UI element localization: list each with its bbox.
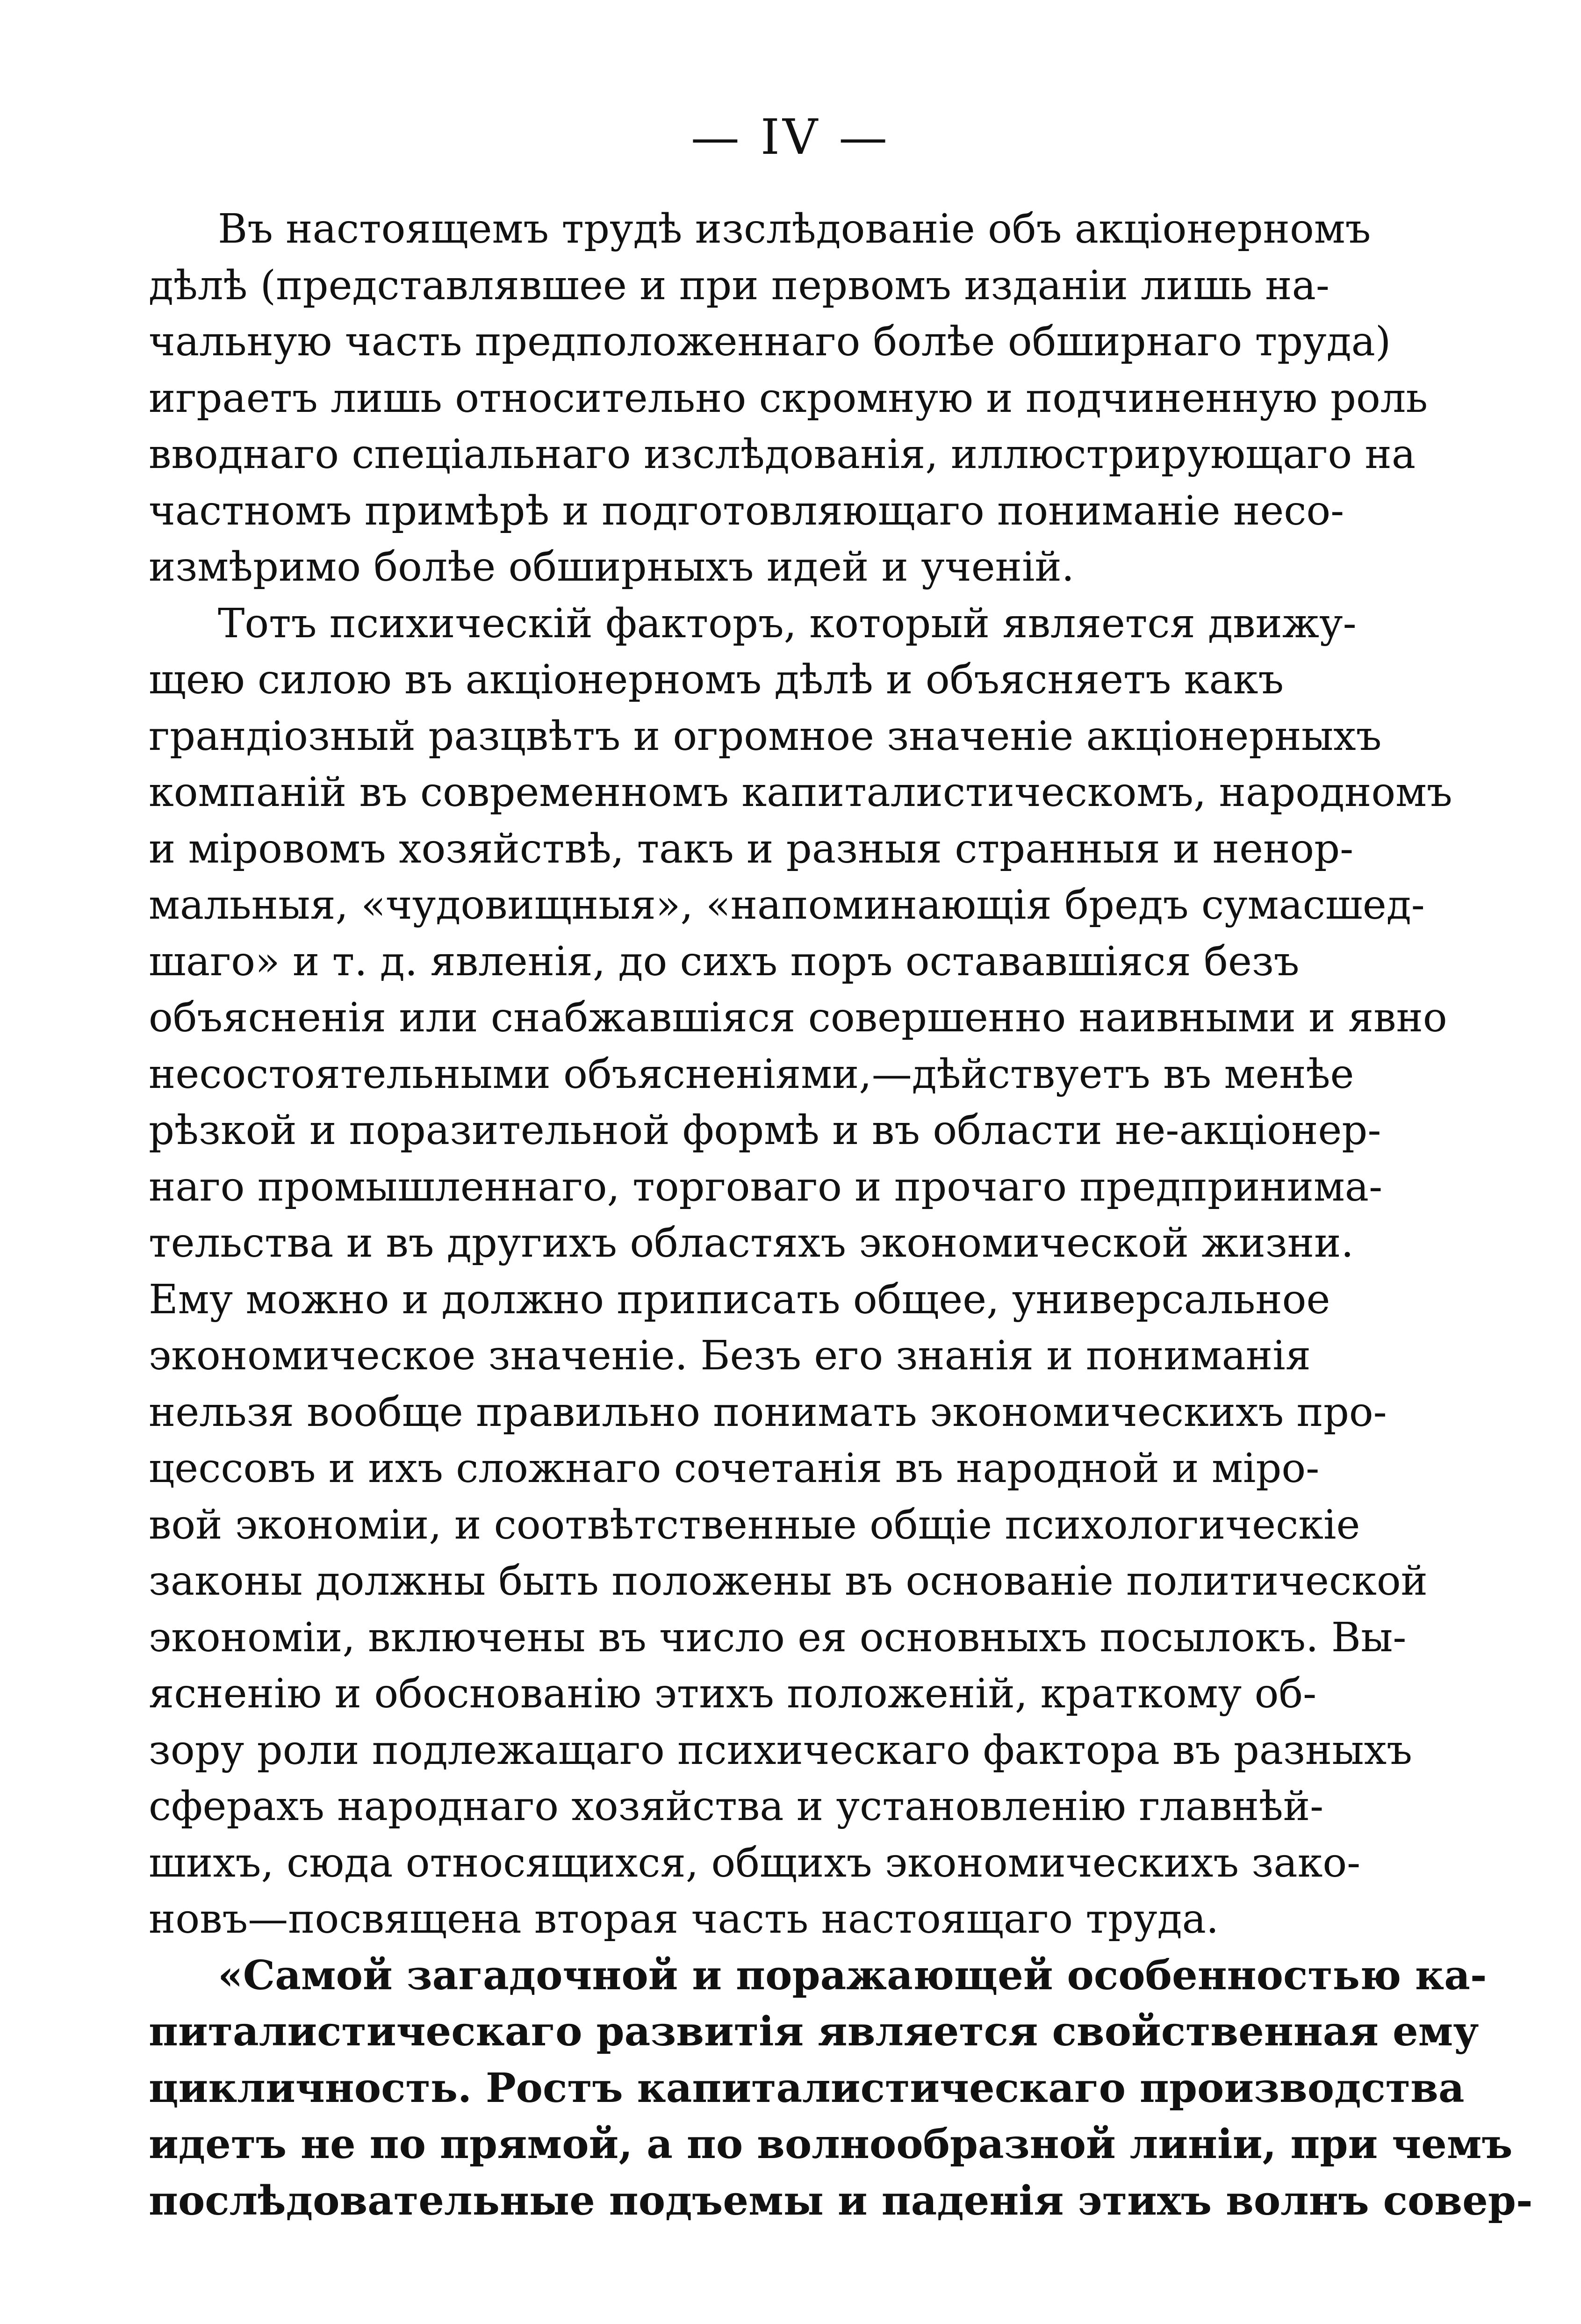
body-text [149,201,1533,2229]
text-line: играетъ лишь относительно скромную и подчиненную роль [149,374,1428,422]
text-line: нельзя вообще правильно понимать экономическихъ про- [149,1389,1387,1436]
text-line: наго промышленнаго, торговаго и прочаго предпринима- [149,1163,1383,1210]
paragraph-1 [149,201,1428,596]
text-line: «Самой загадочной и поражающей особенностью ка- [218,1951,1487,1999]
text-line: щею силою въ акціонерномъ дѣлѣ и объясняетъ какъ [149,656,1284,703]
text-line: объясненія или снабжавшіяся совершенно наивными и явно [149,994,1447,1041]
text-line: вводнаго спеціальнаго изслѣдованія, иллюстрирующаго на [149,431,1416,478]
text-line: послѣдовательные подъемы и паденія этихъ волнъ совер- [149,2177,1533,2224]
text-line: экономіи, включены въ число ея основныхъ посылокъ. Вы- [149,1614,1407,1661]
text-line: новъ—посвящена вторая часть настоящаго труда. [149,1896,1219,1943]
text-line: ясненію и обоснованію этихъ положеній, краткому об- [149,1670,1317,1717]
text-line: цессовъ и ихъ сложнаго сочетанія въ народной и міро- [149,1445,1320,1492]
paragraph-2 [149,596,1452,1948]
text-line: и міровомъ хозяйствѣ, такъ и разныя странныя и ненор- [149,825,1354,872]
paragraph-3-quote [149,1948,1533,2230]
text-line: грандіозный разцвѣтъ и огромное значеніе акціонерныхъ [149,712,1382,760]
text-line: рѣзкой и поразительной формѣ и въ области не-акціонер- [149,1107,1381,1154]
text-line: вой экономіи, и соотвѣтственные общіе психологическіе [149,1501,1360,1548]
text-line: Въ настоящемъ трудѣ изслѣдованіе объ акціонерномъ [218,206,1371,252]
text-line: питалистическаго развитія является свойственная ему [149,2008,1479,2055]
text-line: цикличность. Ростъ капиталистическаго производства [149,2064,1465,2112]
text-line: шаго» и т. д. явленія, до сихъ поръ остававшіяся безъ [149,938,1300,985]
text-line: экономическое значеніе. Безъ его знанія и пониманія [149,1332,1311,1379]
text-line: компаній въ современномъ капиталистическомъ, народномъ [149,769,1452,816]
text-line: частномъ примѣрѣ и подготовляющаго пониманіе несо- [149,487,1344,534]
text-line: законы должны быть положены въ основаніе политической [149,1558,1428,1604]
text-line: идетъ не по прямой, а по волнообразной линіи, при чемъ [149,2121,1513,2168]
text-line: сферахъ народнаго хозяйства и установленію главнѣй- [149,1783,1324,1830]
text-line: шихъ, сюда относящихся, общихъ экономическихъ зако- [149,1839,1361,1886]
text-line: измѣримо болѣе обширныхъ идей и ученій. [149,544,1075,590]
text-line: Ему можно и должно приписать общее, универсальное [149,1276,1330,1323]
text-line: дѣлѣ (представлявшее и при первомъ изданіи лишь на- [149,262,1329,309]
text-line: тельства и въ другихъ областяхъ экономической жизни. [149,1220,1354,1266]
text-line: мальныя, «чудовищныя», «напоминающія бредъ сумасшед- [149,882,1425,928]
page-number: — IV — [690,108,891,165]
text-line: Тотъ психическій факторъ, который является движу- [218,600,1357,647]
text-line: несостоятельными объясненіями,—дѣйствуетъ въ менѣе [149,1050,1354,1098]
text-line: зору роли подлежащаго психическаго фактора въ разныхъ [149,1727,1412,1774]
text-line: чальную часть предположеннаго болѣе обширнаго труда) [149,318,1391,365]
